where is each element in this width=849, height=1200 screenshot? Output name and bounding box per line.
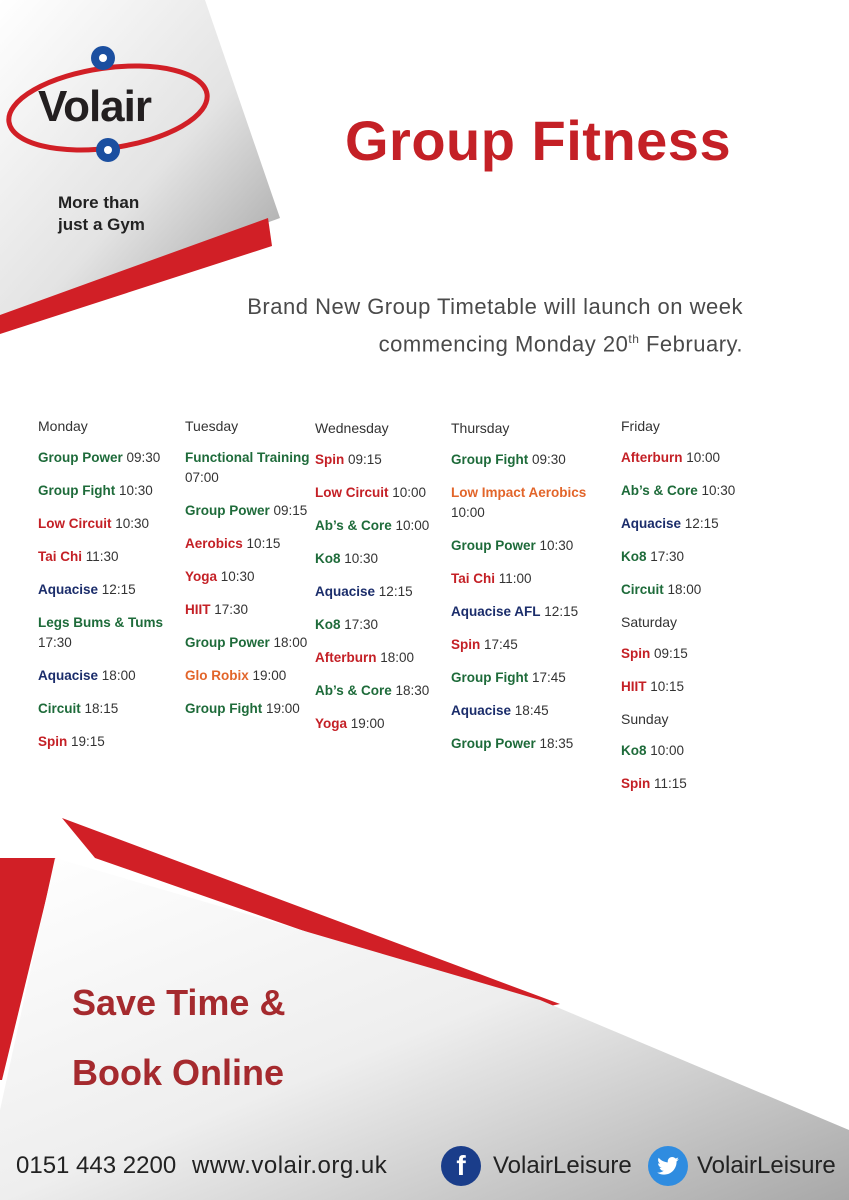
class-entry <box>451 450 616 470</box>
class-time: 07:00 <box>185 470 219 485</box>
twitter-icon[interactable] <box>648 1146 688 1186</box>
class-time: 09:15 <box>348 452 382 467</box>
class-time: 19:00 <box>350 716 385 731</box>
class-name: Group Fight <box>38 483 116 498</box>
class-time: 18:00 <box>101 668 136 683</box>
class-entry <box>185 666 310 686</box>
subtitle-line2 <box>143 323 743 360</box>
class-name: Spin <box>315 452 345 467</box>
class-time: 10:30 <box>115 516 150 531</box>
class-entry <box>315 549 440 569</box>
class-name: Spin <box>38 734 68 749</box>
subtitle-line2-pre: commencing Monday 20 <box>378 331 629 357</box>
class-time: 12:15 <box>101 582 136 597</box>
class-time: 11:15 <box>654 776 687 791</box>
class-name: Aquacise <box>38 668 99 683</box>
class-name: Aquacise <box>38 582 99 597</box>
class-time: 10:30 <box>344 551 379 566</box>
subtitle <box>143 290 743 360</box>
tagline-line2: just a Gym <box>58 215 145 234</box>
class-name: Glo Robix <box>185 668 249 683</box>
class-time: 09:15 <box>273 503 308 518</box>
class-name: Yoga <box>315 716 348 731</box>
class-name: Ko8 <box>315 551 341 566</box>
class-entry <box>451 701 616 721</box>
class-time: 18:00 <box>380 650 415 665</box>
class-entry <box>38 732 178 752</box>
class-time: 17:30 <box>344 617 379 632</box>
class-time: 10:00 <box>650 743 685 758</box>
class-name: Legs Bums & Tums <box>38 615 164 630</box>
class-list <box>451 450 616 754</box>
class-time: 10:00 <box>686 450 721 465</box>
day-heading: Monday <box>38 418 88 434</box>
day-heading-saturday: Saturday <box>621 614 678 630</box>
class-name: Group Power <box>451 538 536 553</box>
class-name: Group Fight <box>451 670 529 685</box>
class-name: Low Circuit <box>38 516 112 531</box>
facebook-icon[interactable]: f <box>441 1146 481 1186</box>
class-entry <box>38 514 178 534</box>
class-time: 19:00 <box>266 701 300 716</box>
class-name: Group Fight <box>451 452 529 467</box>
class-name: Ab’s & Core <box>315 518 392 533</box>
tagline-line1: More than <box>58 193 140 212</box>
class-time: 12:15 <box>378 584 413 599</box>
page-title: Group Fitness <box>345 109 732 172</box>
class-entry <box>315 450 440 470</box>
class-name: Ab’s & Core <box>315 683 392 698</box>
class-name: Low Impact Aerobics <box>451 485 587 500</box>
class-entry <box>621 677 771 697</box>
class-list <box>38 448 178 752</box>
class-entry <box>315 582 440 602</box>
class-name: Aquacise <box>451 703 512 718</box>
class-name: Afterburn <box>315 650 377 665</box>
class-time: 11:00 <box>498 571 532 586</box>
class-entry <box>38 547 178 567</box>
class-time: 17:45 <box>484 637 518 652</box>
class-name: HIIT <box>621 679 647 694</box>
class-time: 12:15 <box>684 516 719 531</box>
class-name: Group Power <box>451 736 536 751</box>
day-column-monday <box>38 418 178 765</box>
cta-line1: Save Time & <box>72 982 286 1023</box>
class-time: 09:15 <box>654 646 688 661</box>
class-time: 17:30 <box>650 549 685 564</box>
class-entry <box>38 481 178 501</box>
class-name: Spin <box>621 776 651 791</box>
class-entry <box>621 774 771 794</box>
class-entry <box>621 481 771 501</box>
class-name: Group Fight <box>185 701 263 716</box>
class-name: Aquacise <box>621 516 682 531</box>
cta-line2: Book Online <box>72 1052 285 1093</box>
class-entry <box>315 714 440 734</box>
class-name: Ko8 <box>315 617 341 632</box>
class-name: Afterburn <box>621 450 683 465</box>
class-entry <box>38 699 178 719</box>
class-entry <box>315 681 440 701</box>
class-name: Circuit <box>38 701 81 716</box>
class-entry <box>185 567 310 587</box>
class-list <box>621 448 771 600</box>
class-time: 18:15 <box>84 701 119 716</box>
class-entry <box>621 580 771 600</box>
day-heading: Thursday <box>451 420 510 436</box>
class-name: Circuit <box>621 582 664 597</box>
class-entry <box>315 615 440 635</box>
class-time: 10:30 <box>539 538 574 553</box>
class-time: 10:30 <box>220 569 255 584</box>
class-time: 10:15 <box>650 679 685 694</box>
day-column-wednesday <box>315 420 440 747</box>
class-list-sunday <box>621 741 771 794</box>
class-time: 10:00 <box>451 505 485 520</box>
class-entry <box>621 448 771 468</box>
brand-tagline <box>58 192 145 236</box>
class-entry <box>621 514 771 534</box>
day-column-thursday <box>451 420 616 767</box>
website-link[interactable]: www.volair.org.uk <box>192 1152 388 1179</box>
class-name: Ab’s & Core <box>621 483 698 498</box>
twitter-handle[interactable]: VolairLeisure <box>697 1152 836 1179</box>
class-entry <box>451 483 616 523</box>
class-name: HIIT <box>185 602 211 617</box>
class-time: 10:15 <box>246 536 281 551</box>
subtitle-sup: th <box>628 332 640 346</box>
class-entry <box>315 516 440 536</box>
class-entry <box>451 602 616 622</box>
class-list-saturday <box>621 644 771 697</box>
class-name: Yoga <box>185 569 218 584</box>
class-name: Spin <box>451 637 481 652</box>
class-entry <box>621 741 771 761</box>
class-list <box>315 450 440 734</box>
class-time: 18:30 <box>395 683 430 698</box>
class-time: 18:00 <box>273 635 308 650</box>
class-time: 10:00 <box>395 518 430 533</box>
class-time: 10:30 <box>701 483 736 498</box>
class-time: 18:35 <box>539 736 574 751</box>
facebook-handle[interactable]: VolairLeisure <box>493 1152 632 1179</box>
class-name: Group Power <box>185 635 270 650</box>
class-entry <box>451 536 616 556</box>
class-time: 09:30 <box>126 450 161 465</box>
class-time: 17:30 <box>214 602 249 617</box>
class-entry <box>185 699 310 719</box>
class-entry <box>185 600 310 620</box>
class-name: Aerobics <box>185 536 243 551</box>
class-name: Tai Chi <box>451 571 496 586</box>
day-column-tuesday <box>185 418 310 732</box>
class-entry <box>451 734 616 754</box>
class-time: 10:30 <box>119 483 153 498</box>
class-name: Aquacise <box>315 584 376 599</box>
class-name: Group Power <box>185 503 270 518</box>
class-entry <box>621 547 771 567</box>
twitter-bird-glyph <box>657 1157 679 1175</box>
subtitle-line2-post: February. <box>639 331 743 357</box>
class-time: 18:00 <box>667 582 702 597</box>
class-list <box>185 448 310 719</box>
day-heading: Tuesday <box>185 418 239 434</box>
class-name: Ko8 <box>621 743 647 758</box>
class-name: Functional Training <box>185 450 310 465</box>
class-time: 11:30 <box>85 549 119 564</box>
class-time: 12:15 <box>544 604 579 619</box>
day-column-friday <box>621 418 771 807</box>
class-time: 19:15 <box>71 734 105 749</box>
class-name: Ko8 <box>621 549 647 564</box>
class-entry <box>315 648 440 668</box>
class-entry <box>185 534 310 554</box>
brand-name: Volair <box>38 82 152 131</box>
class-entry <box>38 666 178 686</box>
day-heading-sunday: Sunday <box>621 711 669 727</box>
class-entry <box>315 483 440 503</box>
class-name: Spin <box>621 646 651 661</box>
class-entry <box>621 644 771 664</box>
class-time: 17:30 <box>38 635 72 650</box>
class-entry <box>38 448 178 468</box>
class-name: Aquacise AFL <box>451 604 541 619</box>
class-time: 10:00 <box>392 485 427 500</box>
class-entry <box>38 580 178 600</box>
class-entry <box>185 633 310 653</box>
subtitle-line1: Brand New Group Timetable will launch on week <box>247 294 743 319</box>
class-entry <box>38 613 178 653</box>
class-time: 09:30 <box>532 452 566 467</box>
class-entry <box>185 448 310 488</box>
class-time: 19:00 <box>252 668 287 683</box>
day-heading: Wednesday <box>315 420 389 436</box>
class-entry <box>451 569 616 589</box>
class-entry <box>451 668 616 688</box>
class-time: 18:45 <box>514 703 549 718</box>
class-name: Group Power <box>38 450 123 465</box>
class-name: Tai Chi <box>38 549 83 564</box>
class-time: 17:45 <box>532 670 566 685</box>
class-entry <box>185 501 310 521</box>
class-name: Low Circuit <box>315 485 389 500</box>
class-entry <box>451 635 616 655</box>
phone-number[interactable]: 0151 443 2200 <box>16 1152 177 1179</box>
day-heading: Friday <box>621 418 660 434</box>
